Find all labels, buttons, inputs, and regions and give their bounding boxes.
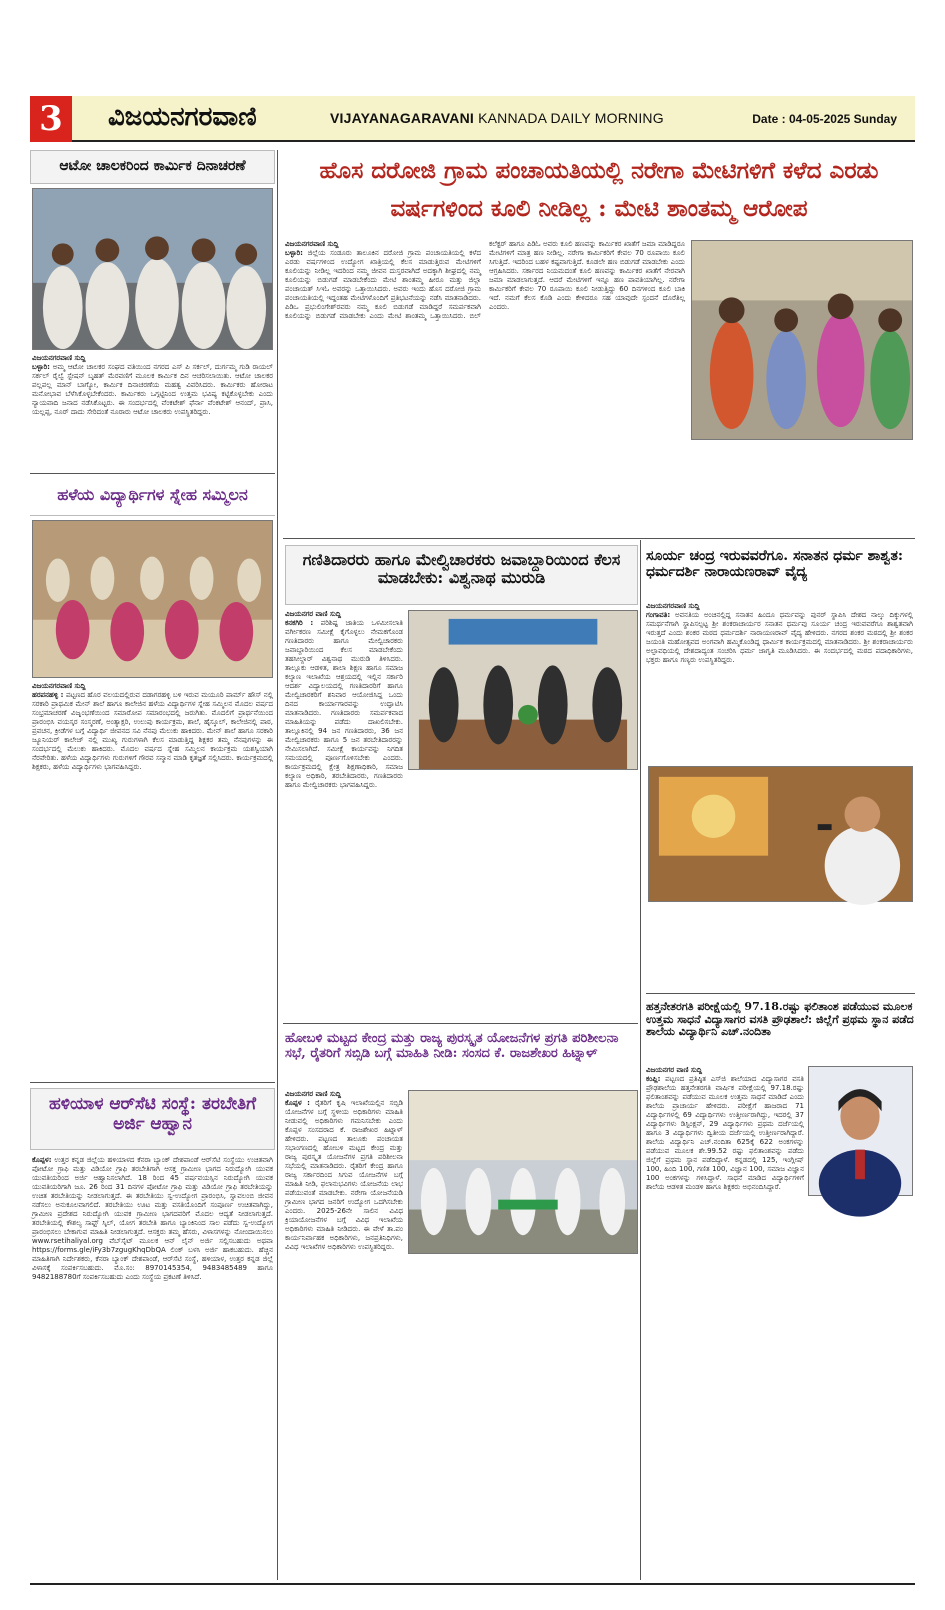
story-place: ಕೊಪ್ಪಳ:: [32, 1156, 52, 1164]
story-body: [32, 1156, 273, 1580]
story-text-continued: [691, 444, 913, 534]
story-photo: [408, 1090, 638, 1254]
story-place: ಕನಕಗಿರಿ :: [285, 619, 314, 627]
story-place: ಬಳ್ಳಾರಿ:: [32, 363, 50, 371]
story-photo: [32, 520, 273, 678]
section-divider: [30, 473, 275, 474]
section-divider: [283, 1023, 638, 1024]
story-headline: ಹಳಿಯಾಳ ಆರ್‌ಸೆಟಿ ಸಂಸ್ಥೆ: ತರಬೇತಿಗೆ ಅರ್ಜಿ ಆಹ್ವಾನ: [30, 1088, 275, 1150]
story-photo: [32, 188, 273, 350]
issue-date: Date : 04-05-2025 Sunday: [752, 112, 897, 126]
story-text: ಜಿಲ್ಲೆಯ ಸಂಡೂರು ತಾಲೂಕಿನ ದರೋಜಿ ಗ್ರಾಮ ಪಂಚಾಯತಿಯಲ್ಲಿ ಕಳೆದ ಎರಡು ವರ್ಷಗಳಿಂದ ಉದ್ಯೋಗ ಖಾತ್ರಿಯಲ್ಲಿ ಕೆಲಸ ಮಾಡುತ್ತಿರುವ ಮೇಟಿಗಳಿಗೆ ಕೂಲಿಯನ್ನು ನೀಡಿಲ್ಲ ಇದರಿಂದ ನಮ್ಮ ಜೀವನ ದುಸ್ತರವಾಗಿದೆ ಅದಕ್ಕಾಗಿ ಶೀಘ್ರದಲ್ಲಿ ನಮ್ಮ ಕೂಲಿಯನ್ನು ಬಿಡುಗಡೆ ಮಾಡಬೇಕೆಂದು ಮೇಟಿ ಶಾಂತಮ್ಮ ಹೀರೂ ಮತ್ತು ಜಿಲ್ಲಾ ಪಂಚಾಯತ್ ಸಿಇಓ ಅವರನ್ನು ಒತ್ತಾಯಿಸಿದರು. ಅವರು ಇಂದು ಹೊಸ ದರೋಜಿ ಗ್ರಾಮ ಪಂಚಾಯತಿಯಲ್ಲಿ ಇದ್ದಂತಹ ಮೇಟಿಗಳೊಂದಿಗೆ ಪ್ರತಿಭಟನೆಯನ್ನು ನಡೆಸಿ ಮಾತನಾಡಿದರು. ಪಿಡಿಒ ಪ್ರಭುಲಿಂಗೇಶ್‌ರವರು ನಮ್ಮ ಕೂಲಿ ಬಿಡುಗಡೆ ಮಾಡಿದ್ದರೆ ಸಮರ್ಪಕವಾಗಿ ಕೂಲಿಯನ್ನು ಬಿಡುಗಡೆ ಮಾಡಬೇಕು ಎಂದು ಮೇಟಿ ಶಾಂತಮ್ಮ ಒತ್ತಾಯಿಸಿದರು. ಬಿಲ್ ಕಲೆಕ್ಟರ್ ಹಾಗೂ ಪಿಡಿಓ ಅವರು ಕೂಲಿ ಹಣವನ್ನು ಕಾರ್ಮಿಕರ ಖಾತೆಗೆ ಜಮಾ ಮಾಡಿದ್ದರೂ ಮೇಟಿಗಳಿಗೆ ಮಾತ್ರ ಹಣ ನೀಡಿಲ್ಲ. ನರೇಗಾ ಕಾರ್ಮಿಕರಿಗೆ ಕೇವಲ 70 ರೂಪಾಯಿ ಕೂಲಿ ಸಿಗುತ್ತಿದೆ. ಇದರಿಂದ ಬಹಳ ಕಷ್ಟವಾಗುತ್ತಿದೆ. ಕೂಡಲೇ ಹಣ ಬಿಡುಗಡೆ ಮಾಡಬೇಕು ಎಂದು ಆಗ್ರಹಿಸಿದರು. ಸರ್ಕಾರದ ನಿಯಮದಂತೆ ಕೂಲಿ ಹಣವನ್ನು ಕಾರ್ಮಿಕರ ಖಾತೆಗೆ ನೇರವಾಗಿ ಜಮಾ ಮಾಡಲಾಗುತ್ತದೆ. ಆದರೆ ಮೇಟಿಗಳಿಗೆ ಇನ್ನೂ ಹಣ ಪಾವತಿಯಾಗಿಲ್ಲ. ನರೇಗಾ ಕಾರ್ಮಿಕರಿಗೆ ಕೇವಲ 70 ರೂಪಾಯಿ ಕೂಲಿ ನೀಡುತ್ತಿದ್ದು 60 ದಿನಗಳಿಂದ ಕೂಲಿ ಬಾಕಿ ಇದೆ. ನಮಗೆ ಕೆಲಸ ಕೊಡಿ ಎಂದು ಕೇಳಿದರೂ ಸಹ ಯಾವುದೇ ಸ್ಪಂದನೆ ದೊರೆತಿಲ್ಲ ಎಂದರು.: [285, 240, 685, 320]
story-place: ಗಂಗಾವತಿ:: [646, 611, 671, 619]
masthead: [30, 96, 915, 142]
story-byline: ವಿಜಯನಗರ ವಾಣಿ ಸುದ್ದಿ: [285, 1090, 341, 1098]
story-headline: ಹೊಸ ದರೋಜಿ ಗ್ರಾಮ ಪಂಚಾಯತಿಯಲ್ಲಿ ನರೇಗಾ ಮೇಟಿಗಳಿಗೆ ಕಳೆದ ಎರಡು ವರ್ಷಗಳಿಂದ ಕೂಲಿ ನೀಡಿಲ್ಲ : ಮೇಟಿ ಶಾಂತಮ್ಮ ಆರೋಪ: [319, 157, 879, 222]
story-byline: ವಿಜಯನಗರವಾಣಿ ಸುದ್ದಿ: [32, 354, 86, 362]
newspaper-name-kannada: ವಿಜಯನಗರವಾಣಿ: [108, 102, 257, 132]
story-body: [646, 602, 913, 762]
story-place: ಕಂಪ್ಲಿ:: [646, 1075, 661, 1083]
story-text: ಪಟ್ಟಣದ ಹೊರ ವಲಯದಲ್ಲಿರುವ ದಡಾಗರಹಳ್ಳಿ ಬಳಿ ಇರುವ ಮಯೂರಿ ಪಾರ್ಮ್ ಹೌಸ್ ನಲ್ಲಿ ಸರಕಾರಿ ಪ್ರಾಥಮಿಕ ಮೇನ್ ಶಾಲೆ ಹಾಗೂ ಕಾಲೇಜಿನ ಹಳೆಯ ವಿದ್ಯಾರ್ಥಿಗಳ ಸ್ನೇಹ ಸಮ್ಮಿಲನ ಮೊದಲ ವರ್ಷದ ಸಂಭ್ರಮಾಚರಣೆ ವಿಜೃಂಭಣೆಯಿಂದ ಸಮಾರೋಪ ಸಮಾರಂಭದಲ್ಲಿ ಜರುಗಿತು. ಮೊದಲಿಗೆ ಪ್ರಾರ್ಥನೆಯಿಂದ ಪ್ರಾರಂಭಿಸಿ ವಯಸ್ಕರ ಸಂಸ್ಮರಣೆ, ಅಂತ್ಯಾಕ್ಷರಿ, ಉಲುಪು ಕಾರ್ಯಕ್ರಮ, ಶಾಲೆ, ಹೈಸ್ಕೂಲ್, ಕಾಲೇಜಿನಲ್ಲಿ ಪಾಠ, ಪ್ರವಚನ, ಕ್ರೀಡೆಗಳ ಬಗ್ಗೆ ವಿದ್ಯಾರ್ಥಿ ಜೀವನದ ಸವಿ ನೆನಪು ಮೆಲುಕು ಹಾಕಿದರು. ಮೇನ್ ಶಾಲೆ ಹಾಗೂ ಸರಕಾರಿ ಜ್ಯೂನಿಯರ್ ಕಾಲೇಜ್ ನಲ್ಲಿ ಮುಖ್ಯ ಗುರುಗಳಾಗಿ ಕೆಲಸ ಮಾಡುತ್ತಿದ್ದ ಶಿಕ್ಷಕರ ತಮ್ಮ ನೆನಪುಗಳನ್ನು ಈ ಸಂದರ್ಭದಲ್ಲಿ ಮೆಲುಕು ಹಾಕಿದರು. ಮೊದಲ ವರ್ಷದ ಸ್ನೇಹ ಸಮ್ಮಿಲನ ಕಾರ್ಯಕ್ರಮ ಯಶಸ್ವಿಯಾಗಿ ನೆರವೇರಿತು. ಹಳೆಯ ವಿದ್ಯಾರ್ಥಿಗಳು ಗುರುಗಳಿಗೆ ಗೌರವ ಸನ್ಮಾನ ಮಾಡಿ ಕೃತಜ್ಞತೆ ಸಲ್ಲಿಸಿದರು. ಕಾರ್ಯಕ್ರಮದಲ್ಲಿ ಶಿಕ್ಷಕರು, ಹಳೆಯ ವಿದ್ಯಾರ್ಥಿಗಳು ಭಾಗವಹಿಸಿದ್ದರು.: [32, 691, 273, 771]
story-text: ಪರಿಶಿಷ್ಟ ಜಾತಿಯ ಒಳಮೀಸಲಾತಿ ವರ್ಗೀಕರಣ ಸಮೀಕ್ಷೆ ಕೈಗೊಳ್ಳಲು ನೇಮಕಗೊಂಡ ಗಣತಿದಾರರು ಹಾಗೂ ಮೇಲ್ವಿಚಾರಕರು ಜವಾಬ್ದಾರಿಯಿಂದ ಕೆಲಸ ಮಾಡಬೇಕೆಂದು ತಹಸೀಲ್ದಾರ್ ವಿಶ್ವನಾಥ ಮುರುಡಿ ತಿಳಿಸಿದರು. ತಾಲ್ಲೂಕು ಆಡಳಿತ, ಶಾಲಾ ಶಿಕ್ಷಣ ಹಾಗೂ ಸಮಾಜ ಕಲ್ಯಾಣ ಇಲಾಖೆಯ ಆಶ್ರಯದಲ್ಲಿ ಇಲ್ಲಿನ ಸರ್ಕಾರಿ ಆದರ್ಶ ವಿದ್ಯಾಲಯದಲ್ಲಿ ಗಣತಿದಾರರಿಗೆ ಹಾಗೂ ಮೇಲ್ವಿಚಾರಕರಿಗೆ ಶನಿವಾರ ಆಯೋಜಿಸಿದ್ದ ಒಂದು ದಿನದ ಕಾರ್ಯಾಗಾರವನ್ನು ಉದ್ಘಾಟಿಸಿ ಮಾತನಾಡಿದರು. ಗಣತಿದಾರರು ಸಮರ್ಪಕವಾದ ಮಾಹಿತಿಯನ್ನು ಪಡೆದು ದಾಖಲಿಸಬೇಕು. ತಾಲ್ಲೂಕಿನಲ್ಲಿ 94 ಜನ ಗಣತಿದಾರರು, 36 ಜನ ಮೇಲ್ವಿಚಾರಕರು ಹಾಗೂ 5 ಜನ ತರಬೇತಿದಾರರನ್ನು ನೇಮಿಸಲಾಗಿದೆ. ಸಮೀಕ್ಷೆ ಕಾರ್ಯವನ್ನು ನಿಗದಿತ ಸಮಯದಲ್ಲಿ ಪೂರ್ಣಗೊಳಿಸಬೇಕು ಎಂದರು. ಕಾರ್ಯಕ್ರಮದಲ್ಲಿ ಕ್ಷೇತ್ರ ಶಿಕ್ಷಣಾಧಿಕಾರಿ, ಸಮಾಜ ಕಲ್ಯಾಣ ಅಧಿಕಾರಿ, ತರಬೇತಿದಾರರು, ಗಣತಿದಾರರು ಹಾಗೂ ಮೇಲ್ವಿಚಾರಕರು ಭಾಗವಹಿಸಿದ್ದರು.: [285, 619, 403, 789]
story-text: ಪಟ್ಟಣದ ಪ್ರತಿಷ್ಠಿತ ಎಸ್‌ಜಿ ಶಾಲೆಯಾದ ವಿದ್ಯಾಸಾಗರ ವಸತಿ ಪ್ರೌಢಶಾಲೆಯ ಹತ್ತನೇತರಗತಿ ವಾರ್ಷಿಕ ಪರೀಕ್ಷೆಯಲ್ಲಿ 97.18.ರಷ್ಟು ಫಲಿತಾಂಶವನ್ನು ಪಡೆಯುವ ಮೂಲಕ ಉತ್ತಮ ಸಾಧನೆ ಮಾಡಿದೆ ಎಂದು ಶಾಲೆಯ ಪ್ರಾಚಾರ್ಯ ಹೇಳಿದರು. ಪರೀಕ್ಷೆಗೆ ಹಾಜರಾದ 71 ವಿದ್ಯಾರ್ಥಿಗಳಲ್ಲಿ 69 ವಿದ್ಯಾರ್ಥಿಗಳು ಉತ್ತೀರ್ಣರಾಗಿದ್ದು, ಇದರಲ್ಲಿ 37 ವಿದ್ಯಾರ್ಥಿಗಳು ಡಿಸ್ಟಿಂಕ್ಷನ್, 29 ವಿದ್ಯಾರ್ಥಿಗಳು ಪ್ರಥಮ ದರ್ಜೆಯಲ್ಲಿ ಹಾಗೂ 3 ವಿದ್ಯಾರ್ಥಿಗಳು ದ್ವಿತೀಯ ದರ್ಜೆಯಲ್ಲಿ ಉತ್ತೀರ್ಣರಾಗಿದ್ದಾರೆ. ಶಾಲೆಯ ವಿದ್ಯಾರ್ಥಿನಿ ಎಚ್.ನಂದಿತಾ 625ಕ್ಕೆ 622 ಅಂಕಗಳನ್ನು ಪಡೆಯುವ ಮೂಲಕ ಶೇ.99.52 ರಷ್ಟು ಫಲಿತಾಂಶವನ್ನು ಪಡೆದು ಜಿಲ್ಲೆಗೆ ಪ್ರಥಮ ಸ್ಥಾನ ಪಡೆದಿದ್ದಾಳೆ. ಕನ್ನಡದಲ್ಲಿ 125, ಇಂಗ್ಲೀಷ್ 100, ಹಿಂದಿ 100, ಗಣಿತ 100, ವಿಜ್ಞಾನ 100, ಸಮಾಜ ವಿಜ್ಞಾನ 100 ಅಂಕಗಳನ್ನು ಗಳಿಸಿದ್ದಾಳೆ. ಸಾಧನೆ ಮಾಡಿದ ವಿದ್ಯಾರ್ಥಿಗಳಿಗೆ ಶಾಲೆಯ ಆಡಳಿತ ಮಂಡಳಿ ಹಾಗೂ ಶಿಕ್ಷಕರು ಅಭಿನಂದಿಸಿದ್ದಾರೆ.: [646, 1075, 804, 1191]
page-bottom-rule: [30, 1583, 915, 1585]
story-headline: ಗಣಿತಿದಾರರು ಹಾಗೂ ಮೇಲ್ವಿಚಾರಕರು ಜವಾಬ್ದಾರಿಯಿಂದ ಕೆಲಸ ಮಾಡಬೇಕು: ವಿಶ್ವನಾಥ ಮುರುಡಿ: [285, 545, 638, 605]
story-byline: ವಿಜಯನಗರವಾಣಿ ಸುದ್ದಿ: [646, 602, 700, 610]
story-byline: ವಿಜಯನಗರ ವಾಣಿ ಸುದ್ದಿ: [646, 1066, 702, 1074]
story-body: [32, 354, 273, 470]
column-divider: [277, 150, 278, 1580]
paper-name-en: VIJAYANAGARAVANI: [330, 110, 475, 126]
story-body: [285, 240, 685, 534]
story-body: [32, 682, 273, 1078]
story-photo: [691, 240, 913, 440]
story-byline: ವಿಜಯನಗರವಾಣಿ ಸುದ್ದಿ: [285, 240, 339, 248]
story-headline: ಆಟೋ ಚಾಲಕರಿಂದ ಕಾರ್ಮಿಕ ದಿನಾಚರಣೆ: [30, 150, 275, 184]
story-body: [285, 1090, 403, 1580]
story-headline: ಹತ್ತನೇತರಗತಿ ಪರೀಕ್ಷೆಯಲ್ಲಿ 97.18.ರಷ್ಟು ಫಲಿತಾಂಶ ಪಡೆಯುವ ಮೂಲಕ ಉತ್ತಮ ಸಾಧನೆ ವಿದ್ಯಾಸಾಗರ ವಸತಿ ಪ್ರೌಢಶಾಲೆ: ಜಿಲ್ಲೆಗೆ ಪ್ರಥಮ ಸ್ಥಾನ ಪಡೆದ ಶಾಲೆಯ ವಿದ್ಯಾರ್ಥಿನಿ ಎಚ್.ನಂದಿತಾ: [646, 1000, 914, 1039]
page-number: 3: [30, 96, 72, 142]
story-place: ಬಳ್ಳಾರಿ:: [285, 249, 303, 257]
student-photo: [808, 1066, 913, 1196]
story-byline: ವಿಜಯನಗರವಾಣಿ ಸುದ್ದಿ: [32, 682, 86, 690]
story-byline: ವಿಜಯನಗರ ವಾಣಿ ಸುದ್ದಿ: [285, 610, 341, 618]
story-text: ಅಮ್ಮ ಆಟೋ ಚಾಲಕರ ಸಂಘದ ವತಿಯಿಂದ ನಗರದ ಎಸ್ ಪಿ ಸರ್ಕಲ್, ದುರ್ಗಮ್ಮ ಗುಡಿ ರಾಯಲ್ ಸರ್ಕಲ್ ರೈಲ್ವೆ ಸ್ಟೇಷನ್ ಬೃಹತ್ ಮೆರವಣಿಗೆ ಮೂಲಕ ಕಾರ್ಮಿಕ ದಿನ ಆಚರಿಸಲಾಯಿತು. ಆಟೋ ಚಾಲಕರ ಪಲ್ಲಪಲ್ಲ ಮಾನ್ ಬಾಗ್ಯೋ, ಕಾರ್ಮಿಕ ದಿನಾಚರಣೆಯ ಮಹತ್ವ ವಿವರಿಸಿದರು. ಕಾರ್ಮಿಕರು ಹೋರಾಟ ಮನೋಭಾವ ಬೆಳೆಸಿಕೊಳ್ಳಬೇಕೆಂದರು. ಕಾರ್ಮಿಕರು ಒಗ್ಗಟ್ಟಿನಿಂದ ಉತ್ತಮ ಭವಿಷ್ಯ ಕಟ್ಟಿಕೊಳ್ಳಬೇಕು ಎಂದು ನ್ಯಾಯವಾದಿ ಜನಾದ ನಡೆಸಿಕೊಟ್ಟರು. ಈ ಸಂದರ್ಭದಲ್ಲಿ ವೆಂಕಟೇಶ್ ಫೆರ್ನಾ ವೆಂಕಟೇಶ್ ಆನಂದ್, ಪ್ರಾಸಿ, ಯಲ್ಲಪ್ಪ, ನೂರ್ ದಾದು ಸೇರಿದಂತೆ ನೂರಾರು ಆಟೋ ಚಾಲಕರು ಉಪಸ್ಥಿತರಿದ್ದರು.: [32, 363, 274, 416]
column-divider: [640, 540, 641, 1580]
story-text: ರೈತರಿಗೆ ಕೃಷಿ ಇಲಾಖೆಯಲ್ಲಿನ ಸಬ್ಸಿಡಿ ಯೋಜನೆಗಳ ಬಗ್ಗೆ ಸ್ಥಳೀಯ ಅಧಿಕಾರಿಗಳು ಮಾಹಿತಿ ನೀಡುವಲ್ಲಿ ಅಧಿಕಾರಿಗಳು ಗಮನಿಸಬೇಕು ಎಂದು ಕೊಪ್ಪಳ ಸಂಸದರಾದ ಕೆ. ರಾಜಶೇಖರ ಹಿಟ್ನಾಳ್ ಹೇಳಿದರು. ಪಟ್ಟಣದ ತಾಲೂಕು ಪಂಚಾಯತ ಸಭಾಂಗಣದಲ್ಲಿ ಹೋಬಳಿ ಮಟ್ಟದ ಕೇಂದ್ರ ಮತ್ತು ರಾಜ್ಯ ಪುರಸ್ಕೃತ ಯೋಜನೆಗಳ ಪ್ರಗತಿ ಪರಿಶೀಲನಾ ಸಭೆಯಲ್ಲಿ ಮಾತನಾಡಿದರು. ರೈತರಿಗೆ ಕೇಂದ್ರ ಹಾಗೂ ರಾಜ್ಯ ಸರ್ಕಾರದಿಂದ ಸಿಗುವ ಯೋಜನೆಗಳ ಬಗ್ಗೆ ಮಾಹಿತಿ ನೀಡಿ, ಫಲಾನುಭವಿಗಳು ಯೋಜನೆಯ ಲಾಭ ಪಡೆಯುವಂತೆ ಮಾಡಬೇಕು. ನರೇಗಾ ಯೋಜನೆಯಡಿ ಗ್ರಾಮೀಣ ಭಾಗದ ಜನರಿಗೆ ಉದ್ಯೋಗ ಒದಗಿಸಬೇಕು ಎಂದರು. 2025-26ನೇ ಸಾಲಿನ ವಿವಿಧ ಕ್ರಿಯಾಯೋಜನೆಗಳ ಬಗ್ಗೆ ವಿವಿಧ ಇಲಾಖೆಯ ಅಧಿಕಾರಿಗಳು ಮಾಹಿತಿ ನೀಡಿದರು. ಈ ವೇಳೆ ತಾ.ಪಂ ಕಾರ್ಯನಿರ್ವಾಹಕ ಅಧಿಕಾರಿಗಳು, ಜನಪ್ರತಿನಿಧಿಗಳು, ವಿವಿಧ ಇಲಾಖೆಗಳ ಅಧಿಕಾರಿಗಳು ಉಪಸ್ಥಿತರಿದ್ದರು.: [285, 1099, 403, 1251]
story-text: ಉತ್ತರ ಕನ್ನಡ ಜಿಲ್ಲೆಯ ಹಳಿಯಾಳದ ಕೆನರಾ ಬ್ಯಾಂಕ್ ದೇಶಪಾಂಡೆ ಆರ್‌ಸೆಟಿ ಸಂಸ್ಥೆಯು ಉಚಿತವಾಗಿ ಪೋಟೋ ಗ್ರಾಫಿ ಮತ್ತು ವಿಡಿಯೋ ಗ್ರಾಫಿ ತರಬೇತಿಗಾಗಿ ಆಸಕ್ತ ಗ್ರಾಮೀಣ ಭಾಗದ ನಿರುದ್ಯೋಗಿ ಯುವಕ ಯುವತಿಯರಿಂದ ಅರ್ಜಿ ಆಹ್ವಾನಿಸಲಾಗಿದೆ. 18 ರಿಂದ 45 ವರ್ಷವಯಸ್ಸಿನ ನಿರುದ್ಯೋಗಿ ಯುವಕ ಯುವತಿಯರಿಗಾಗಿ ಜೂ. 26 ರಿಂದ 31 ದಿನಗಳ ಪೋಟೋ ಗ್ರಾಫಿ ಮತ್ತು ವಿಡಿಯೋ ಗ್ರಾಫಿ ತರಬೇತಿಯನ್ನು ಉಚಿತ ತರಬೇತಿಯನ್ನು ನೀಡಲಾಗುತ್ತದೆ. ಈ ತರಬೇತಿಯು ಸ್ವ-ಉದ್ಯೋಗ ಪ್ರಾರಂಭಿಸಿ, ಸ್ವಾವಲಂಬಿ ಜೀವನ ನಡೆಸಲು ಅನುಕೂಲವಾಗಲಿದೆ. ತರಬೇತಿಯು ಊಟ ಮತ್ತು ವಸತಿಯೊಂದಿಗೆ ಸಂಪೂರ್ಣ ಉಚಿತವಾಗಿದ್ದು, ಗ್ರಾಮೀಣ ಪ್ರದೇಶದ ನಿರುದ್ಯೋಗಿ ಯುವಕ ಗ್ರಾಮೀಣ ಭಾಗದವರಿಗೆ ಮೊದಲ ಆದ್ಯತೆ ನೀಡಲಾಗುತ್ತದೆ. ತರಬೇತಿಯಲ್ಲಿ ಕೌಶಲ್ಯ ಸಾಫ್ಟ್ ಸ್ಕಿಲ್, ಯೋಗ ತರಬೇತಿ ಹಾಗೂ ಬ್ಯಾಂಕಿನಿಂದ ಸಾಲ ಪಡೆದು ಸ್ವ-ಉದ್ಯೋಗ ಪ್ರಾರಂಭಿಸಲು ಬೇಕಾಗುವ ಮಾಹಿತಿ ನೀಡಲಾಗುತ್ತದೆ. ಆಸಕ್ತರು ತಮ್ಮ ಹೆಸರು, ವಿಳಾಸಗಳನ್ನು ನೋಂದಾಯಿಸಲು www.rsetihaliyal.org ವೆಬ್‌ಸೈಟ್ ಮೂಲಕ ಆನ್ ಲೈನ್ ಅರ್ಜಿ ಸಲ್ಲಿಸಬಹುದು ಅಥವಾ https://forms.gle/iFy3b7zgugKhqDbQA ಲಿಂಕ್ ಬಳಸಿ ಅರ್ಜಿ ಹಾಕಬಹುದು. ಹೆಚ್ಚಿನ ಮಾಹಿತಿಗಾಗಿ ನಿರ್ದೇಶಕರು, ಕೆನರಾ ಬ್ಯಾಂಕ್ ದೇಶಪಾಂಡೆ, ಆರ್‌ಸೆಟಿ ಸಂಸ್ಥೆ, ಹಳಿಯಾಳ, ಉತ್ತರ ಕನ್ನಡ ಜಿಲ್ಲೆ ವಿಳಾಸಕ್ಕೆ ಸಂಪರ್ಕಿಸಬಹುದು. ಮೊ.ಸಂ: 8970145354, 9483485489 ಹಾಗೂ 9482188780ಗೆ ಸಂಪರ್ಕಿಸಬಹುದು ಎಂದು ಸಂಸ್ಥೆಯ ಪ್ರಕಟಣೆ ತಿಳಿಸಿದೆ.: [32, 1156, 273, 1281]
story-place: ಕೊಪ್ಪಳ :: [285, 1099, 310, 1107]
story-body: [646, 1066, 804, 1580]
section-divider: [30, 1082, 275, 1083]
story-photo: [648, 766, 913, 902]
section-divider: [646, 993, 915, 994]
story-photo: [408, 610, 638, 770]
story-body: [285, 610, 403, 789]
story-place: ಹರಪನಹಳ್ಳಿ :: [32, 691, 64, 699]
story-headline: ಹೋಬಳಿ ಮಟ್ಟದ ಕೇಂದ್ರ ಮತ್ತು ರಾಜ್ಯ ಪುರಸ್ಕೃತ ಯೋಜನೆಗಳ ಪ್ರಗತಿ ಪರಿಶೀಲನಾ ಸಭೆ, ರೈತರಿಗೆ ಸಬ್ಸಿಡಿ ಬಗ್ಗೆ ಮಾಹಿತಿ ನೀಡಿ: ಸಂಸದ ಕೆ. ರಾಜಶೇಖರ ಹಿಟ್ನಾಳ್: [285, 1031, 619, 1061]
section-divider: [283, 538, 915, 539]
paper-tagline: KANNADA DAILY MORNING: [478, 110, 664, 126]
story-text: ಅವನತಿಯ ಅಂಚಿನಲ್ಲಿದ್ದ ಸನಾತನ ಹಿಂದೂ ಧರ್ಮವನ್ನು ಪುನರ್ ಸ್ಥಾಪಿಸಿ ದೇಶದ ನಾಲ್ಕು ದಿಕ್ಕುಗಳಲ್ಲಿ ಸಮರ್ಥನೆಗಾಗಿ ಸ್ಥಾಪಿಸಲ್ಪಟ್ಟ ಶ್ರೀ ಶಂಕರಾಚಾರ್ಯರ ಸನಾತನ ಧರ್ಮವು ಸೂರ್ಯ ಚಂದ್ರ ಇರುವವರೆಗೂ ಶಾಶ್ವತವಾಗಿ ಇರುತ್ತದೆ ಎಂದು ಶಂಕರ ಮಠದ ಧರ್ಮದರ್ಶಿ ನಾರಾಯಣರಾವ್ ವೈದ್ಯ ಹೇಳಿದರು. ನಗರದ ಶಂಕರ ಮಠದಲ್ಲಿ ಶ್ರೀ ಶಂಕರ ಜಯಂತಿ ಮಹೋತ್ಸವದ ಅಂಗವಾಗಿ ಹಮ್ಮಿಕೊಂಡಿದ್ದ ಧಾರ್ಮಿಕ ಕಾರ್ಯಕ್ರಮದಲ್ಲಿ ಮಾತನಾಡಿದರು. ಶ್ರೀ ಶಂಕರಾಚಾರ್ಯರು ಅಲ್ಪಾವಧಿಯಲ್ಲಿ ದೇಶದಾದ್ಯಂತ ಸಂಚರಿಸಿ ಧರ್ಮ ಜಾಗೃತಿ ಮೂಡಿಸಿದರು. ಈ ಸಂದರ್ಭದಲ್ಲಿ ಮಠದ ಪದಾಧಿಕಾರಿಗಳು, ಭಕ್ತರು ಹಾಗೂ ಗಣ್ಯರು ಉಪಸ್ಥಿತರಿದ್ದರು.: [646, 611, 913, 664]
newspaper-name-english: [330, 110, 664, 126]
story-headline: ಸೂರ್ಯ ಚಂದ್ರ ಇರುವವರೆಗೂ. ಸನಾತನ ಧರ್ಮ ಶಾಶ್ವತ: ಧರ್ಮದರ್ಶಿ ನಾರಾಯಣರಾವ್ ವೈದ್ಯ: [646, 548, 904, 581]
story-headline: ಹಳೆಯ ವಿದ್ಯಾರ್ಥಿಗಳ ಸ್ನೇಹ ಸಮ್ಮಿಲನ: [30, 480, 275, 516]
